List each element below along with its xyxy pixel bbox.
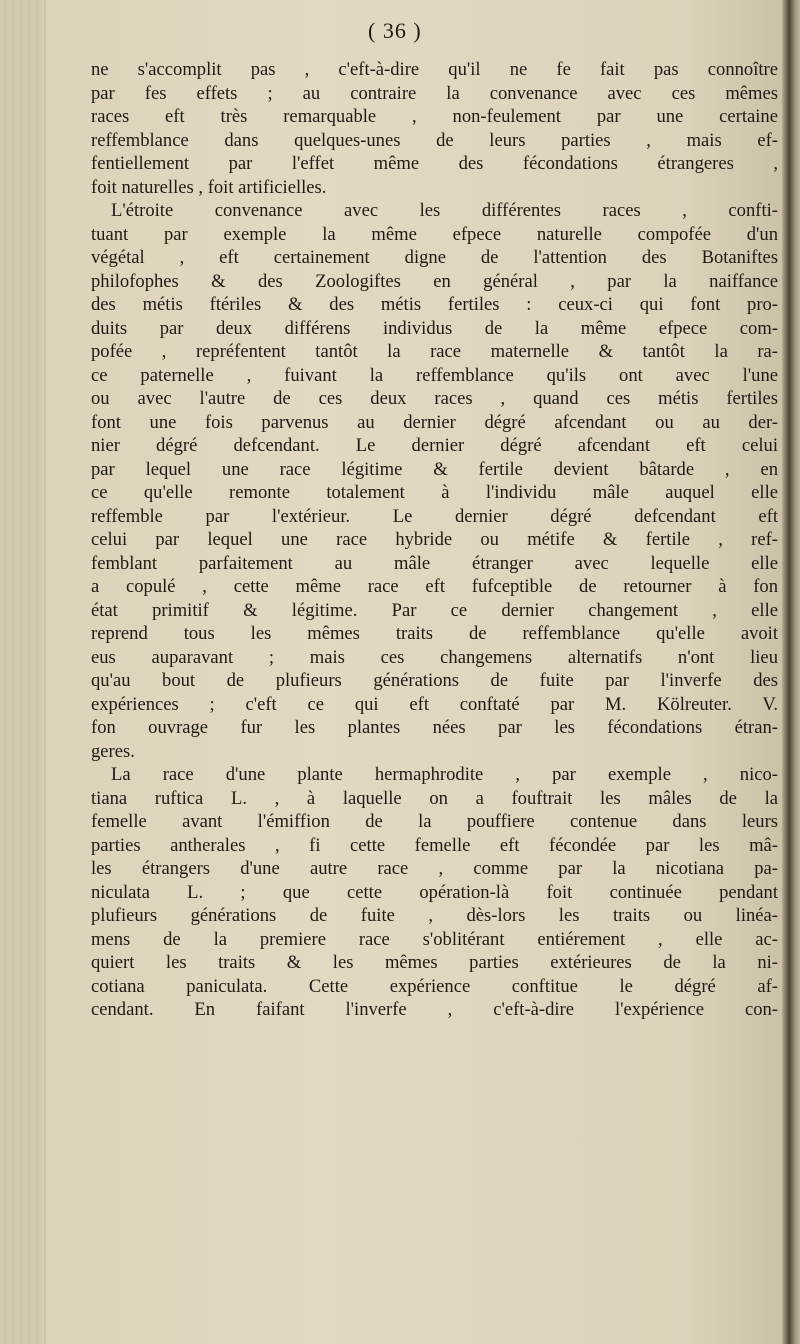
text-line: plufieurs générations de fuite , dès-lors les traits ou linéa-: [91, 905, 778, 926]
text-line: état primitif & légitime. Par ce dernier changement , elle: [91, 599, 778, 621]
text-line: L'étroite convenance avec les différentes races , confti-: [111, 200, 778, 221]
text-line: femelle avant l'émiffion de la pouffiere contenue dans leurs: [91, 811, 778, 832]
text-line: ce paternelle , fuivant la reffemblance qu'ils ont avec l'une: [91, 364, 778, 386]
text-line: cendant. En faifant l'inverfe , c'eft-à-dire l'expérience con-: [91, 999, 778, 1020]
text-line: par lequel une race légitime & fertile devient bâtarde , en: [91, 458, 778, 480]
text-line: La race d'une plante hermaphrodite , par exemple , nico-: [111, 764, 778, 785]
text-line: femblant parfaitement au mâle étranger avec lequelle elle: [91, 552, 778, 574]
text-line: parties antherales , fi cette femelle eft fécondée par les mâ-: [91, 834, 778, 856]
text-line: quiert les traits & les mêmes parties extérieures de la ni-: [91, 952, 778, 973]
text-line: duits par deux différens individus de la même efpece com-: [91, 317, 778, 339]
text-line: niculata L. ; que cette opération-là foit continuée pendant: [91, 881, 778, 903]
text-line: pofée , repréfentent tantôt la race maternelle & tantôt la ra-: [91, 341, 778, 362]
text-line: les étrangers d'une autre race , comme par la nicotiana pa-: [91, 858, 778, 879]
text-line: ce qu'elle remonte totalement à l'individu mâle auquel elle: [91, 482, 778, 503]
page-number: ( 36 ): [368, 18, 422, 43]
text-line: reprend tous les mêmes traits de reffemblance qu'elle avoit: [91, 623, 778, 644]
text-line: des métis ftériles & des métis fertiles : ceux-ci qui font pro-: [91, 294, 778, 315]
text-line: ne s'accomplit pas , c'eft-à-dire qu'il ne fe fait pas connoître: [91, 59, 778, 80]
text-line: par fes effets ; au contraire la convenance avec ces mêmes: [91, 82, 778, 104]
text-line: font une fois parvenus au dernier dégré afcendant ou au der-: [91, 411, 778, 433]
text-line: mens de la premiere race s'oblitérant entiérement , elle ac-: [91, 928, 778, 950]
text-line: a copulé , cette même race eft fufceptible de retourner à fon: [91, 576, 778, 597]
text-line: nier dégré defcendant. Le dernier dégré afcendant eft celui: [91, 435, 778, 456]
text-line: reffemble par l'extérieur. Le dernier dégré defcendant eft: [91, 505, 778, 527]
text-line: eus auparavant ; mais ces changemens alternatifs n'ont lieu: [91, 646, 778, 668]
text-line: philofophes & des Zoologiftes en général , par la naiffance: [91, 270, 778, 292]
page-left-edge-shadow: [0, 0, 46, 1344]
text-line: tuant par exemple la même efpece naturelle compofée d'un: [91, 223, 778, 245]
body-text: [91, 58, 778, 1022]
text-line: qu'au bout de plufieurs générations de fuite par l'inverfe des: [91, 670, 778, 691]
text-line: végétal , eft certainement digne de l'attention des Botaniftes: [91, 247, 778, 268]
text-line: expériences ; c'eft ce qui eft conftaté par M. Kölreuter. V.: [91, 693, 778, 715]
text-line: tiana ruftica L. , à laquelle on a fouftrait les mâles de la: [91, 787, 778, 809]
text-line: celui par lequel une race hybride ou métife & fertile , ref-: [91, 529, 778, 550]
text-line: ou avec l'autre de ces deux races , quand ces métis fertiles: [91, 388, 778, 409]
text-line: fentiellement par l'effet même des fécondations étrangeres ,: [91, 153, 778, 174]
text-line: geres.: [91, 740, 135, 762]
text-line: cotiana paniculata. Cette expérience conftitue le dégré af-: [91, 975, 778, 997]
text-line: races eft très remarquable , non-feulement par une certaine: [91, 106, 778, 127]
text-line: foit naturelles , foit artificielles.: [91, 176, 327, 198]
text-line: reffemblance dans quelques-unes de leurs parties , mais ef-: [91, 129, 778, 151]
page-binding-edge: [782, 0, 800, 1344]
text-line: fon ouvrage fur les plantes nées par les fécondations étran-: [91, 717, 778, 738]
